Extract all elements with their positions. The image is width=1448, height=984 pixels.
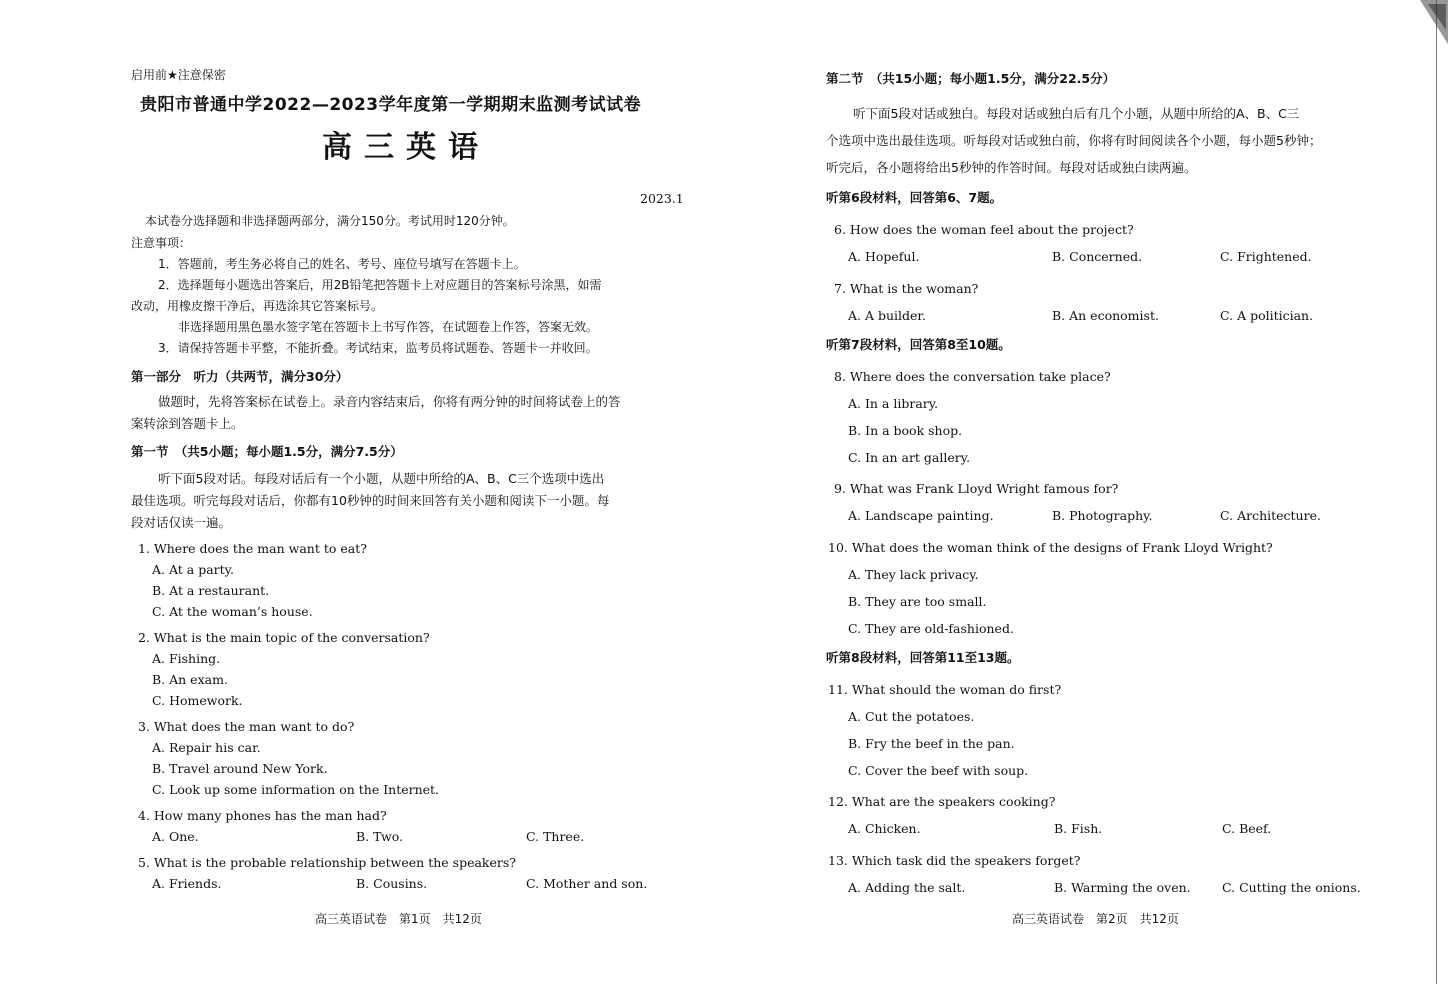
section2-heading: 第二节 （共15小题；每小题1.5分，满分22.5分）: [826, 71, 1116, 86]
question-2: 2. What is the main topic of the conversation?: [138, 630, 430, 645]
material-7-heading: 听第7段材料，回答第8至10题。: [826, 337, 1011, 352]
section2-instruction: 听下面5段对话或独白。每段对话或独白后有几个小题，从题中所给的A、B、C三: [853, 106, 1300, 121]
option-2b: B. An exam.: [152, 672, 228, 687]
option-10a: A. They lack privacy.: [848, 567, 979, 582]
part1-instruction: 案转涂到答题卡上。: [131, 416, 244, 431]
option-7b: B. An economist.: [1052, 308, 1159, 323]
confidential-label: 启用前★注意保密: [131, 68, 226, 82]
option-9a: A. Landscape painting.: [848, 508, 994, 523]
question-10: 10. What does the woman think of the designs of Frank Lloyd Wright?: [828, 540, 1273, 555]
question-11: 11. What should the woman do first?: [828, 682, 1062, 697]
option-3c: C. Look up some information on the Internet.: [152, 782, 440, 797]
scan-corner-mark: [1416, 0, 1448, 48]
option-4c: C. Three.: [526, 829, 585, 844]
option-4b: B. Two.: [356, 829, 404, 844]
option-6c: C. Frightened.: [1220, 249, 1312, 264]
exam-title: 贵阳市普通中学2022—2023学年度第一学期期末监测考试试卷: [140, 95, 642, 115]
option-2a: A. Fishing.: [152, 651, 221, 666]
option-13b: B. Warming the oven.: [1054, 880, 1191, 895]
option-5b: B. Cousins.: [356, 876, 428, 891]
option-10c: C. They are old-fashioned.: [848, 621, 1014, 636]
material-6-heading: 听第6段材料，回答第6、7题。: [826, 190, 1003, 205]
section1-instruction: 听下面5段对话。每段对话后有一个小题，从题中所给的A、B、C三个选项中选出: [158, 471, 605, 486]
page-footer-left: 高三英语试卷 第1页 共12页: [315, 912, 482, 926]
note-item: 1．答题前，考生务必将自己的姓名、考号、座位号填写在答题卡上。: [158, 257, 526, 271]
option-9c: C. Architecture.: [1220, 508, 1321, 523]
notes-heading: 注意事项：: [131, 236, 192, 250]
question-1: 1. Where does the man want to eat?: [138, 541, 367, 556]
note-item: 2．选择题每小题选出答案后，用2B铅笔把答题卡上对应题目的答案标号涂黑，如需: [158, 278, 602, 292]
option-11b: B. Fry the beef in the pan.: [848, 736, 1015, 751]
option-7c: C. A politician.: [1220, 308, 1314, 323]
option-5c: C. Mother and son.: [526, 876, 648, 891]
material-8-heading: 听第8段材料，回答第11至13题。: [826, 650, 1020, 665]
option-1b: B. At a restaurant.: [152, 583, 270, 598]
question-4: 4. How many phones has the man had?: [138, 808, 387, 823]
note-item: 改动，用橡皮擦干净后，再选涂其它答案标号。: [131, 299, 384, 313]
option-12a: A. Chicken.: [848, 821, 921, 836]
question-8: 8. Where does the conversation take place?: [834, 369, 1111, 384]
part1-instruction: 做题时，先将答案标在试卷上。录音内容结束后，你将有两分钟的时间将试卷上的答: [158, 394, 621, 409]
note-item: 3．请保持答题卡平整，不能折叠。考试结束，监考员将试题卷、答题卡一并收回。: [158, 341, 598, 355]
page-footer-right: 高三英语试卷 第2页 共12页: [1012, 912, 1179, 926]
question-3: 3. What does the man want to do?: [138, 719, 355, 734]
option-1a: A. At a party.: [152, 562, 235, 577]
option-10b: B. They are too small.: [848, 594, 987, 609]
section1-heading: 第一节 （共5小题；每小题1.5分，满分7.5分）: [131, 444, 403, 459]
part1-heading: 第一部分 听力（共两节，满分30分）: [131, 369, 349, 384]
subject-title: 高三英语: [322, 130, 490, 165]
option-2c: C. Homework.: [152, 693, 243, 708]
option-12b: B. Fish.: [1054, 821, 1103, 836]
option-6b: B. Concerned.: [1052, 249, 1143, 264]
option-13c: C. Cutting the onions.: [1222, 880, 1361, 895]
question-9: 9. What was Frank Lloyd Wright famous for?: [834, 481, 1119, 496]
scan-edge-line: [1436, 0, 1437, 984]
option-5a: A. Friends.: [152, 876, 222, 891]
section2-instruction: 个选项中选出最佳选项。听每段对话或独白前，你将有时间阅读各个小题，每小题5秒钟；: [826, 133, 1322, 148]
section1-instruction: 段对话仅读一遍。: [131, 515, 232, 530]
section2-instruction: 听完后，各小题将给出5秒钟的作答时间。每段对话或独白读两遍。: [826, 160, 1197, 175]
question-12: 12. What are the speakers cooking?: [828, 794, 1056, 809]
option-8a: A. In a library.: [848, 396, 939, 411]
section1-instruction: 最佳选项。听完每段对话后，你都有10秒钟的时间来回答有关小题和阅读下一小题。每: [131, 493, 610, 508]
question-6: 6. How does the woman feel about the project?: [834, 222, 1134, 237]
option-8c: C. In an art gallery.: [848, 450, 971, 465]
exam-date: 2023.1: [640, 191, 684, 206]
question-7: 7. What is the woman?: [834, 281, 979, 296]
option-12c: C. Beef.: [1222, 821, 1272, 836]
question-5: 5. What is the probable relationship between the speakers?: [138, 855, 516, 870]
question-13: 13. Which task did the speakers forget?: [828, 853, 1081, 868]
option-11a: A. Cut the potatoes.: [848, 709, 975, 724]
option-8b: B. In a book shop.: [848, 423, 963, 438]
option-9b: B. Photography.: [1052, 508, 1153, 523]
option-3a: A. Repair his car.: [152, 740, 261, 755]
option-3b: B. Travel around New York.: [152, 761, 328, 776]
option-6a: A. Hopeful.: [848, 249, 920, 264]
option-7a: A. A builder.: [848, 308, 926, 323]
option-1c: C. At the woman’s house.: [152, 604, 313, 619]
option-4a: A. One.: [152, 829, 199, 844]
option-13a: A. Adding the salt.: [848, 880, 966, 895]
note-item: 非选择题用黑色墨水签字笔在答题卡上书写作答，在试题卷上作答，答案无效。: [178, 320, 599, 334]
option-11c: C. Cover the beef with soup.: [848, 763, 1029, 778]
intro-text: 本试卷分选择题和非选择题两部分，满分150分。考试用时120分钟。: [145, 214, 515, 228]
